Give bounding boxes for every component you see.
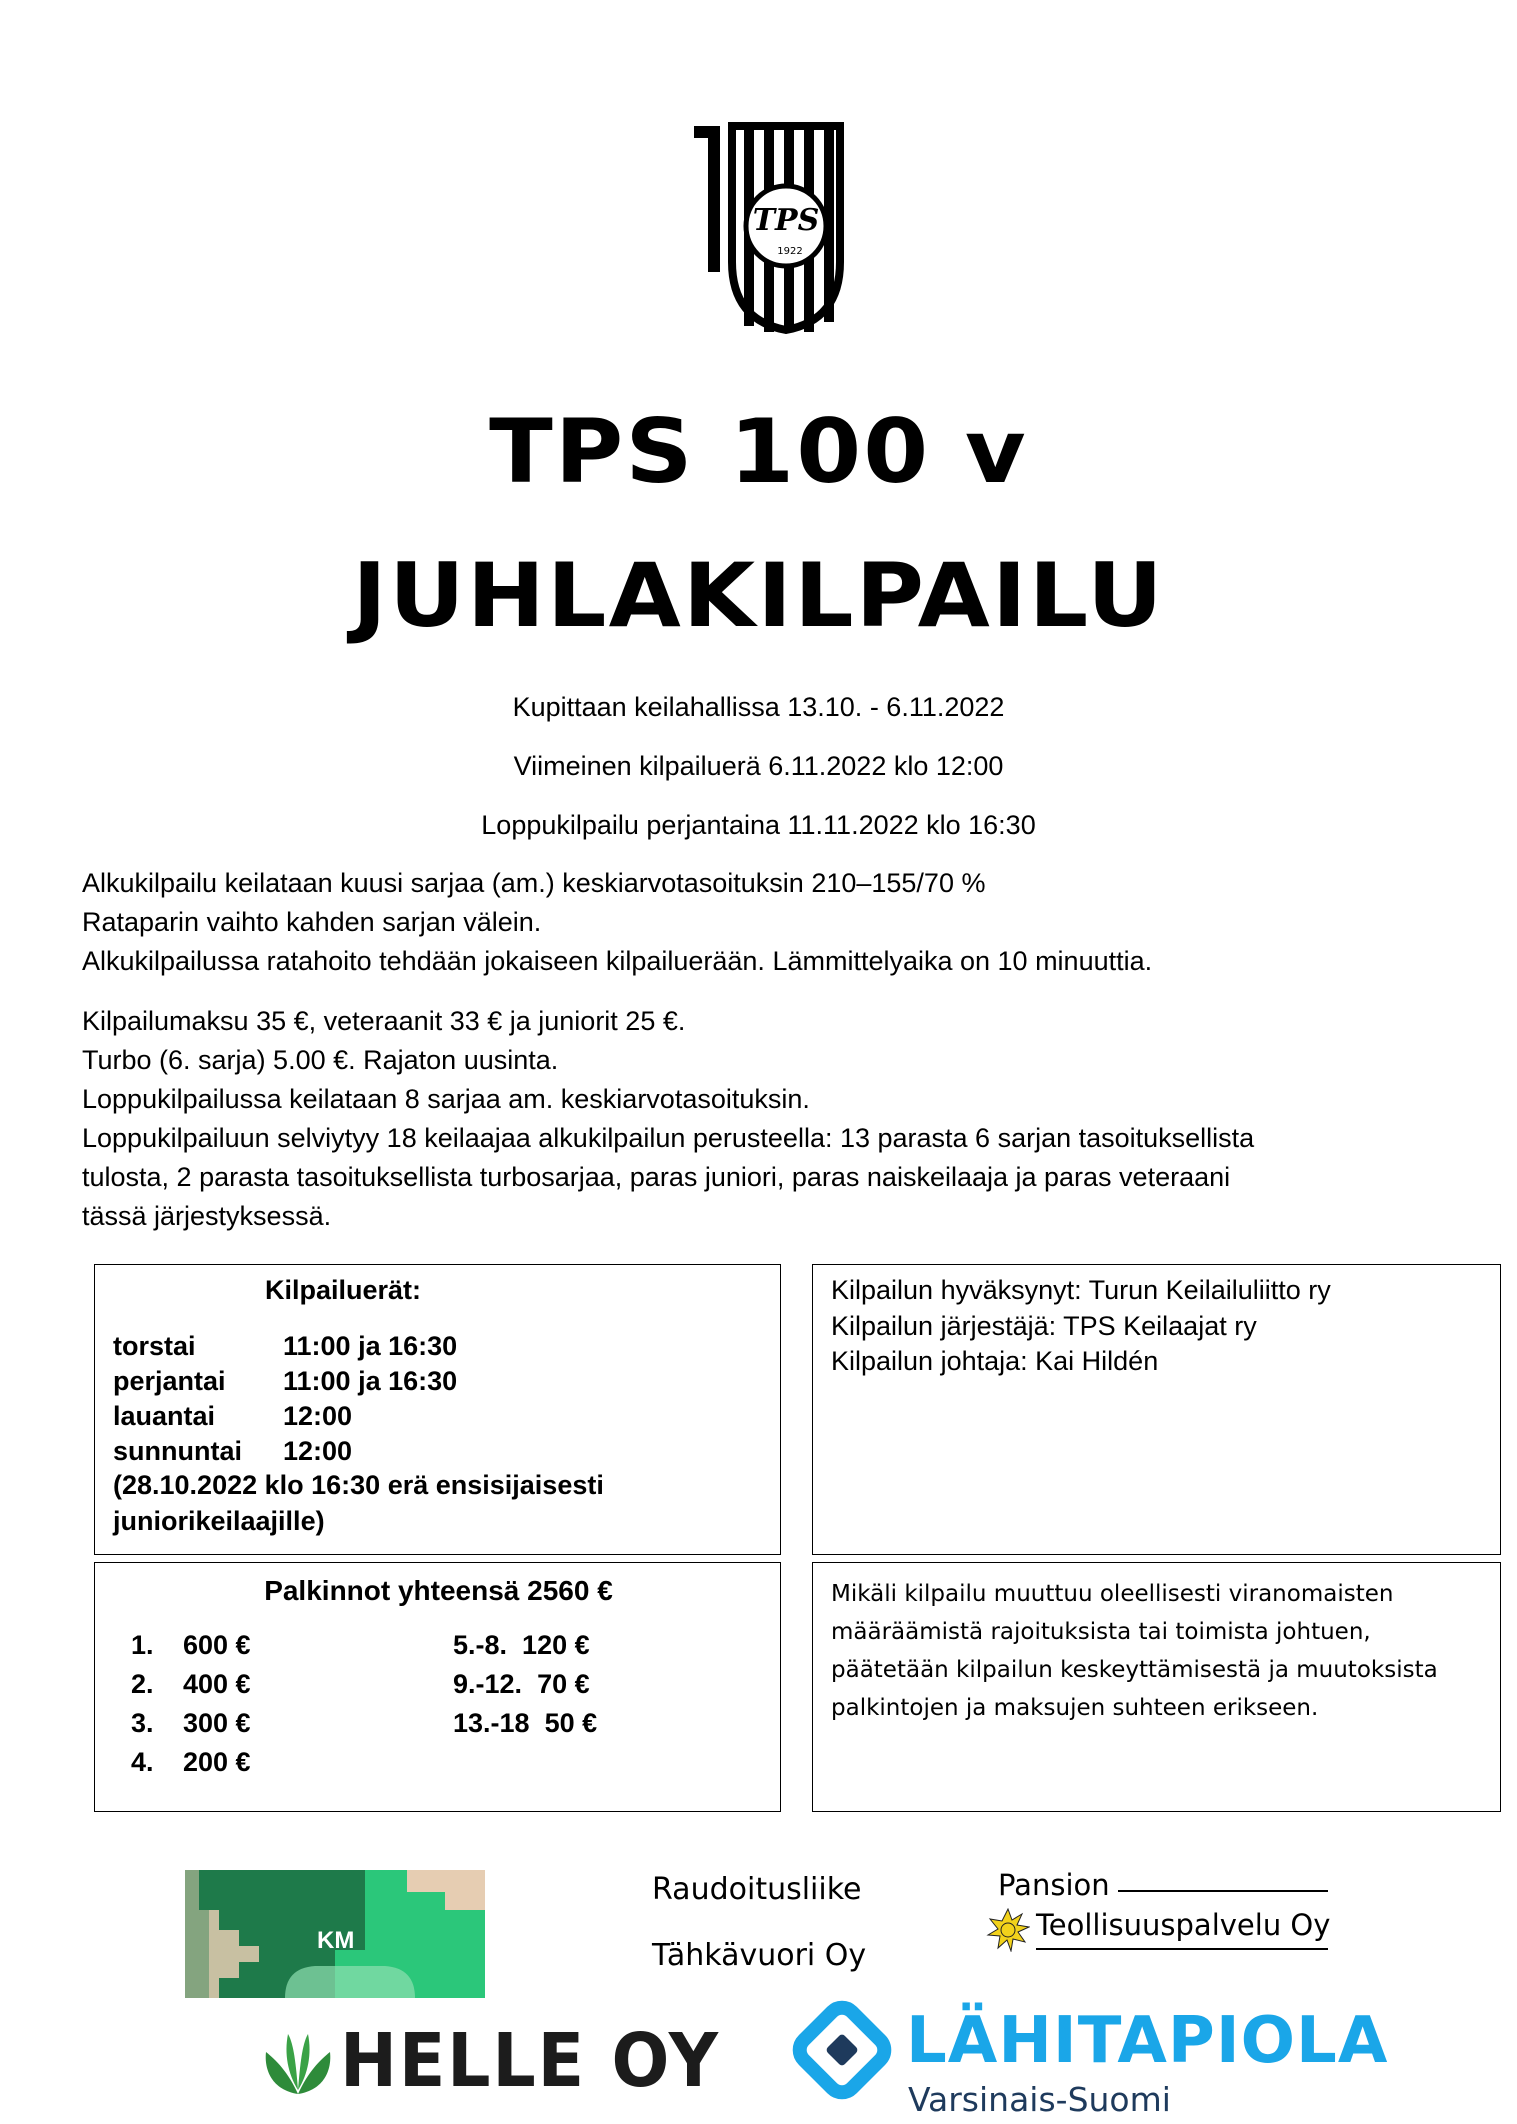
prize-item: [131, 1630, 251, 1661]
notice-text: Mikäli kilpailu muuttuu oleellisesti viranomaisten määräämistä rajoituksista tai toimista johtuen, päätetään kilpailun keskeyttämisestä ja muutoksista palkintojen ja maksujen suhteen erikseen.: [831, 1581, 1438, 1721]
organizer: Kilpailun järjestäjä: TPS Keilaajat ry: [831, 1311, 1257, 1341]
schedule-time: 12:00: [283, 1436, 353, 1466]
helle-logo-text: HELLE OY: [340, 2018, 720, 2104]
rules-line: Rataparin vaihto kahden sarjan välein.: [82, 907, 542, 937]
prize-rank: 9.-12.: [453, 1669, 523, 1699]
rules-line: Turbo (6. sarja) 5.00 €. Rajaton uusinta.: [82, 1045, 559, 1075]
rules-line: Alkukilpailussa ratahoito tehdään jokaiseen kilpailuerään. Lämmittelyaika on 10 minuuttia.: [82, 946, 1153, 976]
prize-rank: 1.: [131, 1630, 154, 1660]
prize-amount: 600 €: [183, 1630, 251, 1660]
prize-amount: 200 €: [183, 1747, 251, 1777]
prize-item: [453, 1669, 590, 1700]
raudoitusliike-name: Raudoitusliike: [652, 1872, 862, 1907]
notice-box: [812, 1562, 1501, 1812]
lahitapiola-icon: [790, 1998, 894, 2102]
rules-line: tässä järjestyksessä.: [82, 1201, 332, 1231]
director: Kilpailun johtaja: Kai Hildén: [831, 1346, 1159, 1376]
sun-icon: [986, 1908, 1030, 1952]
prize-amount: 50 €: [544, 1708, 598, 1738]
last-round: Viimeinen kilpailuerä 6.11.2022 klo 12:00: [513, 751, 1004, 781]
prize-amount: 400 €: [183, 1669, 251, 1699]
schedule-note-line: (28.10.2022 klo 16:30 erä ensisijaisesti: [113, 1470, 604, 1500]
tps-100-logo: [690, 122, 850, 334]
schedule-time: 11:00 ja 16:30: [283, 1366, 458, 1396]
prizes-title: Palkinnot yhteensä 2560 €: [264, 1575, 613, 1606]
schedule-row: [113, 1436, 352, 1467]
prize-item: [131, 1669, 251, 1700]
officials-box: [812, 1264, 1501, 1555]
schedule-row: [113, 1401, 352, 1432]
prize-rank: 3.: [131, 1708, 154, 1738]
schedule-day: perjantai: [113, 1366, 226, 1396]
final-date: Loppukilpailu perjantaina 11.11.2022 klo 16:30: [481, 810, 1036, 840]
rules-paragraph-1: [82, 864, 1452, 981]
prize-rank: 13.-18: [453, 1708, 530, 1738]
teollisuuspalvelu-text: Teollisuuspalvelu Oy: [1036, 1908, 1331, 1942]
prize-item: [453, 1630, 590, 1661]
schedule-time: 12:00: [283, 1401, 353, 1431]
schedule-day: lauantai: [113, 1401, 216, 1431]
schedule-note-line: juniorikeilaajille): [113, 1506, 325, 1536]
schedule-box: [94, 1264, 781, 1555]
rules-line: tulosta, 2 parasta tasoituksellista turbosarjaa, paras juniori, paras naiskeilaaja ja paras veteraani: [82, 1162, 1231, 1192]
rules-line: Loppukilpailussa keilataan 8 sarjaa am. keskiarvotasoituksin.: [82, 1084, 810, 1114]
divider: [1118, 1890, 1328, 1892]
pansion-text: Pansion: [998, 1868, 1110, 1902]
schedule-note: [113, 1467, 604, 1539]
rules-line: Loppukilpailuun selviytyy 18 keilaajaa alkukilpailun perusteella: 13 parasta 6 sarjan tasoituksellista: [82, 1123, 1255, 1153]
venue-dates: Kupittaan keilahallissa 13.10. - 6.11.2022: [512, 692, 1005, 722]
schedule-row: [113, 1331, 457, 1362]
prize-item: [453, 1708, 597, 1739]
divider: [1036, 1948, 1328, 1950]
rules-paragraph-2: [82, 1002, 1452, 1236]
helle-leaf-icon: [262, 2030, 334, 2096]
schedule-time: 11:00 ja 16:30: [283, 1331, 458, 1361]
prize-rank: 2.: [131, 1669, 154, 1699]
schedule-day: sunnuntai: [113, 1436, 242, 1466]
km-sponsor-logo: [185, 1870, 485, 1998]
schedule-day: torstai: [113, 1331, 196, 1361]
page-subtitle: JUHLAKILPAILU: [352, 544, 1165, 647]
lahitapiola-region: Varsinais-Suomi: [908, 2080, 1171, 2119]
prize-amount: 70 €: [537, 1669, 590, 1699]
km-text: KM: [317, 1927, 355, 1954]
prize-item: [131, 1747, 251, 1778]
prize-amount: 120 €: [522, 1630, 590, 1660]
prize-rank: 4.: [131, 1747, 154, 1777]
logo-text: TPS: [752, 203, 820, 238]
raudoitusliike-company: Tähkävuori Oy: [652, 1938, 867, 1973]
schedule-row: [113, 1366, 457, 1397]
rules-line: Alkukilpailu keilataan kuusi sarjaa (am.) keskiarvotasoituksin 210–155/70 %: [82, 868, 986, 898]
lahitapiola-logo-text: LÄHITAPIOLA: [906, 2004, 1389, 2078]
approved-by: Kilpailun hyväksynyt: Turun Keilailuliitto ry: [831, 1275, 1331, 1305]
page-title: TPS 100 v: [489, 400, 1028, 503]
prize-rank: 5.-8.: [453, 1630, 508, 1660]
prize-amount: 300 €: [183, 1708, 251, 1738]
schedule-title: Kilpailuerät:: [265, 1275, 422, 1305]
prizes-box: [94, 1562, 781, 1812]
logo-year: 1922: [777, 246, 803, 257]
prize-item: [131, 1708, 251, 1739]
rules-line: Kilpailumaksu 35 €, veteraanit 33 € ja juniorit 25 €.: [82, 1006, 686, 1036]
